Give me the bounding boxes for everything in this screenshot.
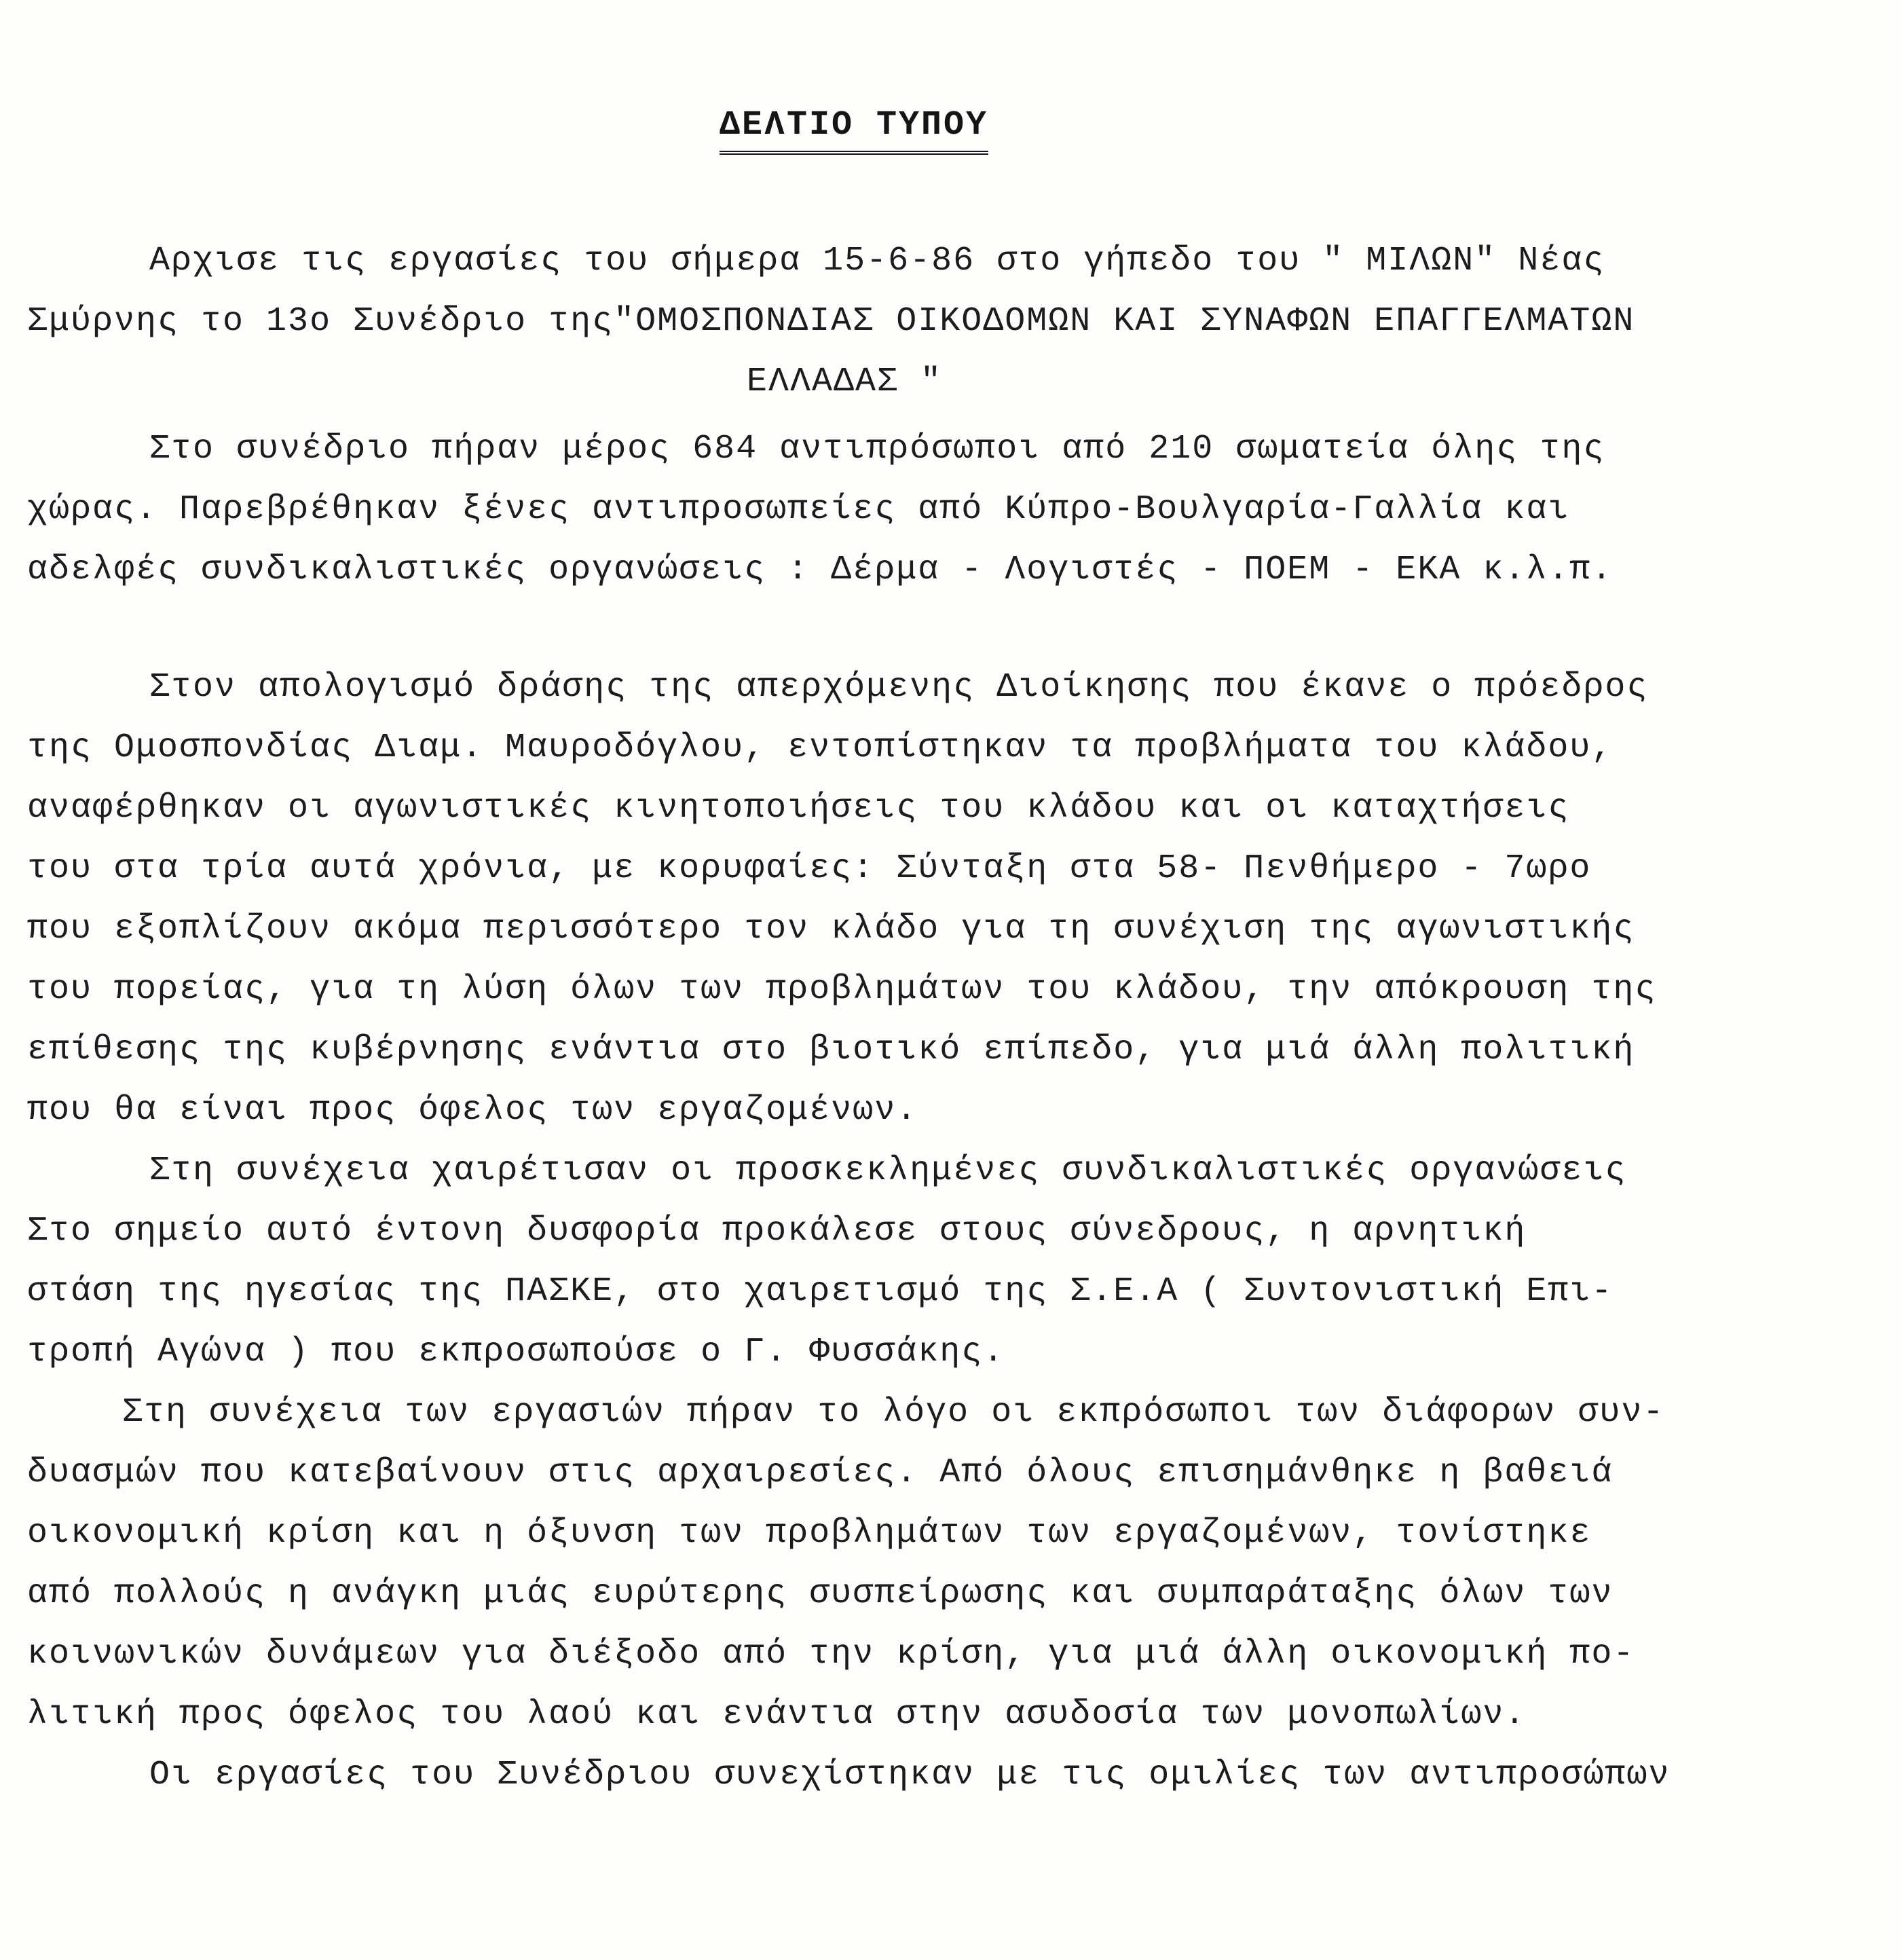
text-line: ΕΛΛΑΔΑΣ "	[747, 363, 943, 401]
text-line: Στον απολογισμό δράσης της απερχόμενης Διοίκησης που έκανε ο πρόεδρος	[149, 668, 1649, 707]
title-spacer	[27, 102, 1873, 231]
text-line: Στο σημείο αυτό έντονη δυσφορία προκάλεσε στους σύνεδρους, η αρνητική	[27, 1212, 1527, 1251]
text-line: που εξοπλίζουν ακόμα περισσότερο τον κλάδο για τη συνέχιση της αγωνιστικής	[27, 910, 1635, 948]
text-line: του πορείας, για τη λύση όλων των προβλημάτων του κλάδου, την απόκρουση της	[27, 970, 1657, 1009]
paragraph-report	[27, 657, 1873, 1141]
paragraph-participants	[27, 419, 1873, 600]
text-line: του στα τρία αυτά χρόνια, με κορυφαίες: Σύνταξη στα 58- Πενθήμερο - 7ωρο	[27, 849, 1592, 888]
text-line: τροπή Αγώνα ) που εκπροσωπούσε ο Γ. Φυσσάκης.	[27, 1333, 1005, 1371]
text-line: Στο συνέδριο πήραν μέρος 684 αντιπρόσωποι από 210 σωματεία όλης της	[149, 430, 1605, 468]
paragraph-gap	[27, 600, 1873, 657]
text-line: αδελφές συνδικαλιστικές οργανώσεις : Δέρμα - Λογιστές - ΠΟΕΜ - ΕΚΑ κ.λ.π.	[27, 551, 1614, 589]
text-line: χώρας. Παρεβρέθηκαν ξένες αντιπροσωπείες από Κύπρο-Βουλγαρία-Γαλλία και	[27, 490, 1570, 529]
text-line: δυασμών που κατεβαίνουν στις αρχαιρεσίες. Από όλους επισημάνθηκε η βαθειά	[27, 1454, 1614, 1492]
text-line: Αρχισε τις εργασίες του σήμερα 15-6-86 στο γήπεδο του " ΜΙΛΩΝ" Νέας	[149, 242, 1605, 280]
text-line: κοινωνικών δυνάμεων για διέξοδο από την κρίση, για μιά άλλη οικονομική πο-	[27, 1635, 1635, 1674]
paragraph-continuation	[27, 1745, 1873, 1805]
text-line: της Ομοσπονδίας Διαμ. Μαυροδόγλου, εντοπίστηκαν τα προβλήματα του κλάδου,	[27, 728, 1614, 767]
text-line: αναφέρθηκαν οι αγωνιστικές κινητοποιήσεις του κλάδου και οι καταχτήσεις	[27, 789, 1570, 828]
text-line: που θα είναι προς όφελος των εργαζομένων.	[27, 1091, 918, 1130]
text-line: από πολλούς η ανάγκη μιάς ευρύτερης συσπείρωσης και συμπαράταξης όλων των	[27, 1574, 1614, 1613]
paragraph-greetings	[27, 1141, 1873, 1382]
text-line: Σμύρνης το 13ο Συνέδριο της"ΟΜΟΣΠΟΝΔΙΑΣ ΟΙΚΟΔΟΜΩΝ ΚΑΙ ΣΥΝΑΦΩΝ ΕΠΑΓΓΕΛΜΑΤΩΝ	[27, 302, 1635, 341]
text-line: στάση της ηγεσίας της ΠΑΣΚΕ, στο χαιρετισμό της Σ.Ε.Α ( Συντονιστική Επι-	[27, 1272, 1614, 1311]
text-line: επίθεσης της κυβέρνησης ενάντια στο βιοτικό επίπεδο, για μιά άλλη πολιτική	[27, 1031, 1635, 1069]
text-line: οικονομική κρίση και η όξυνση των προβλημάτων των εργαζομένων, τονίστηκε	[27, 1514, 1592, 1553]
paragraph-speeches	[27, 1382, 1873, 1745]
paragraph-gap	[27, 412, 1873, 419]
text-line: Στη συνέχεια των εργασιών πήραν το λόγο οι εκπρόσωποι των διάφορων συν-	[122, 1393, 1665, 1432]
text-line: Στη συνέχεια χαιρέτισαν οι προσκεκλημένες συνδικαλιστικές οργανώσεις	[149, 1151, 1627, 1190]
text-line: Οι εργασίες του Συνέδριου συνεχίστηκαν με τις ομιλίες των αντιπροσώπων	[149, 1756, 1671, 1794]
paragraph-opening	[27, 231, 1873, 412]
document-body	[27, 102, 1873, 1805]
document-title: ΔΕΛΤΙΟ ΤΥΠΟΥ	[720, 102, 988, 155]
text-line: λιτική προς όφελος του λαού και ενάντια στην ασυδοσία των μονοπωλίων.	[27, 1695, 1527, 1734]
